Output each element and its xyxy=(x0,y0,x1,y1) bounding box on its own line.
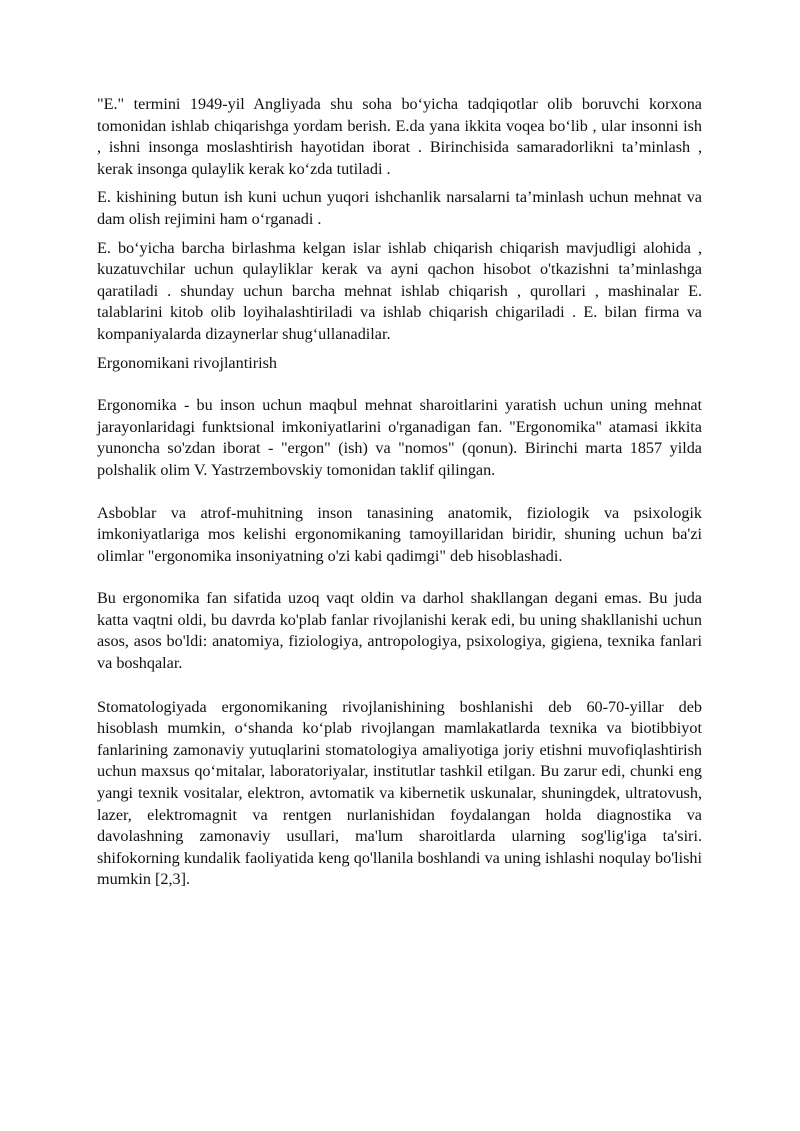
paragraph-ergonomics-history: Bu ergonomika fan sifatida uzoq vaqt oldin va darhol shakllangan degani emas. Bu juda katta vaqtni oldi, bu davrda ko'plab fanlar rivojlanishi kerak edi, bu uning shakllanishi uchun asos, asos bo'ldi: anatomiya, fiziologiya, antropologiya, psixologiya, gigiena, texnika fanlari va boshqalar. xyxy=(97,589,702,673)
paragraph-work-rest-regime: E. kishining butun ish kuni uchun yuqori ishchanlik narsalarni ta’minlash uchun mehnat va dam olish rejimini ham o‘rganadi . xyxy=(97,188,702,228)
paragraph-dentistry-ergonomics: Stomatologiyada ergonomikaning rivojlanishining boshlanishi deb 60-70-yillar deb hisoblash mumkin, o‘shanda ko‘plab rivojlangan mamlakatlarda texnika va biotibbiyot fanlarining zamonaviy yutuqlarini stomatologiya amaliyotiga joriy etishni muvofiqlashtirish uchun maxsus qo‘mitalar, laboratoriyalar, institutlar tashkil etilgan. Bu zarur edi, chunki eng yangi texnik vositalar, elektron, avtomatik va kibernetik uskunalar, shuningdek, ultratovush, lazer, elektromagnit va rentgen nurlanishidan foydalangan holda diagnostika va davolashning zamonaviy usullari, ma'lum sharoitlarda ularning sog'lig'iga ta'siri. shifokorning kundalik faoliyatida keng qo'llanila boshlandi va uning ishlashi noqulay bo'lishi mumkin [2,3]. xyxy=(97,697,702,889)
section-heading: Ergonomikani rivojlantirish xyxy=(97,353,277,372)
paragraph-ergonomics-principles: Asboblar va atrof-muhitning inson tanasining anatomik, fiziologik va psixologik imkoniyatlariga mos kelishi ergonomikaning tamoyillaridan biridir, shuning uchun ba'zi olimlar "ergonomika insoniyatning o'zi kabi qadimgi" deb hisoblashadi. xyxy=(97,503,702,565)
paragraph-ergonomics-term-origin: "E." termini 1949-yil Angliyada shu soha bo‘yicha tadqiqotlar olib boruvchi korxona tomonidan ishlab chiqarishga yordam berish. E.da yana ikkita voqea bo‘lib , ular insonni ish , ishni insonga moslashtirish hayotidan iborat . Birinchisida samaradorlikni ta’minlash , kerak insonga qulaylik kerak ko‘zda tutiladi . xyxy=(97,95,702,178)
paragraph-production-requirements: E. bo‘yicha barcha birlashma kelgan islar ishlab chiqarish chiqarish mavjudligi alohida , kuzatuvchilar uchun qulayliklar kerak va ayni qachon hisobot o'tkazishni ta’minlashga qaratiladi . shunday uchun barcha mehnat ishlab chiqarish , qurollari , mashinalar E. talablarini kitob olib loyihalashtiriladi va ishlab chiqarish chigariladi . E. bilan firma va kompaniyalarda dizaynerlar shug‘ullanadilar. xyxy=(97,238,702,343)
paragraph-ergonomics-definition: Ergonomika - bu inson uchun maqbul mehnat sharoitlarini yaratish uchun uning mehnat jarayonlaridagi funktsional imkoniyatlarini o'rganadigan fan. "Ergonomika" atamasi ikkita yunoncha so'zdan iborat - "ergon" (ish) va "nomos" (qonun). Birinchi marta 1857 yilda polshalik olim V. Yastrzembovskiy tomonidan taklif qilingan. xyxy=(97,396,702,479)
document-page xyxy=(97,94,702,891)
